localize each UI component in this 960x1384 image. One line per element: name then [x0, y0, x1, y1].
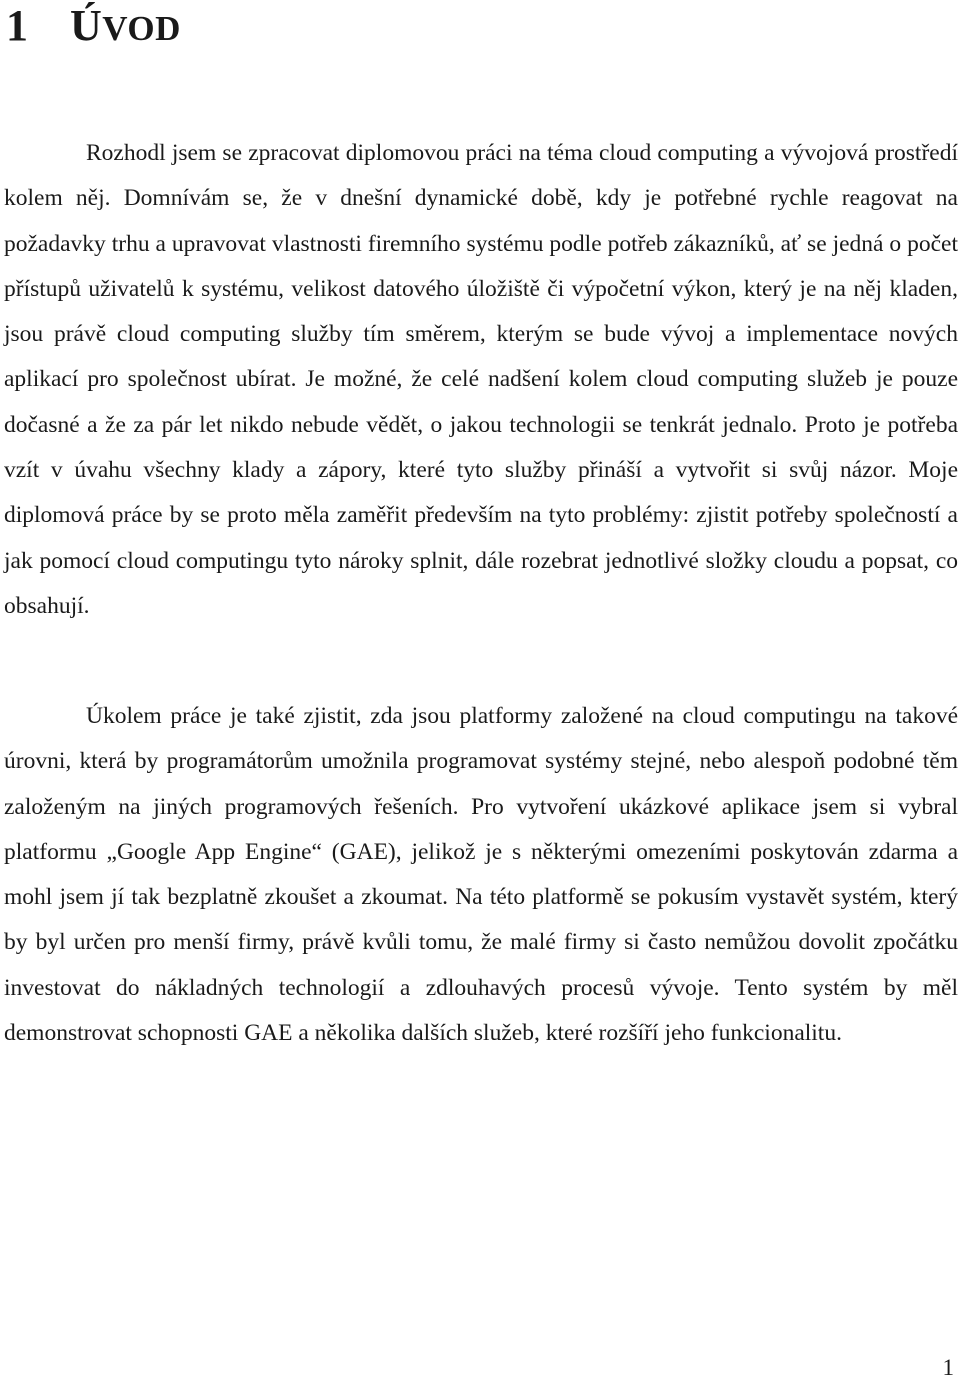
page-number: 1	[942, 1355, 954, 1380]
chapter-heading	[6, 0, 181, 59]
chapter-title-initial: Ú	[70, 1, 103, 50]
body-paragraph-1: Rozhodl jsem se zpracovat diplomovou práci na téma cloud computing a vývojová prostředí kolem něj. Domnívám se, že v dnešní dynamické době, kdy je potřebné rychle reagovat na požadavky trhu a upravovat vlastnosti firemního systému podle potřeb zákazníků, ať se jedná o počet přístupů uživatelů k systému, velikost datového úložiště či výpočetní výkon, který je na něj kladen, jsou právě cloud computing služby tím směrem, kterým se bude vývoj a implementace nových aplikací pro společnost ubírat. Je možné, že celé nadšení kolem cloud computing služeb je pouze dočasné a že za pár let nikdo nebude vědět, o jakou technologii se tenkrát jednalo. Proto je potřeba vzít v úvahu všechny klady a zápory, které tyto služby přináší a vytvořit si svůj názor. Moje diplomová práce by se proto měla zaměřit především na tyto problémy: zjistit potřeby společností a jak pomocí cloud computingu tyto nároky splnit, dále rozebrat jednotlivé složky cloudu a popsat, co obsahují.	[4, 140, 958, 619]
chapter-number: 1	[6, 1, 29, 50]
chapter-title-rest: VOD	[102, 9, 181, 48]
body-paragraph-2: Úkolem práce je také zjistit, zda jsou platformy založené na cloud computingu na takové úrovni, která by programátorům umožnila programovat systémy stejné, nebo alespoň podobné těm založeným na jiných programových řešeních. Pro vytvoření ukázkové aplikace jsem si vybral platformu „Google App Engine“ (GAE), jelikož je s některými omezeními poskytován zdarma a mohl jsem jí tak bezplatně zkoušet a zkoumat. Na této platformě se pokusím vystavět systém, který by byl určen pro menší firmy, právě kvůli tomu, že malé firmy si často nemůžou dovolit zpočátku investovat do nákladných technologií a zdlouhavých procesů vývoje. Tento systém by měl demonstrovat schopnosti GAE a několika dalších služeb, které rozšíří jeho funkcionalitu.	[4, 703, 958, 1047]
